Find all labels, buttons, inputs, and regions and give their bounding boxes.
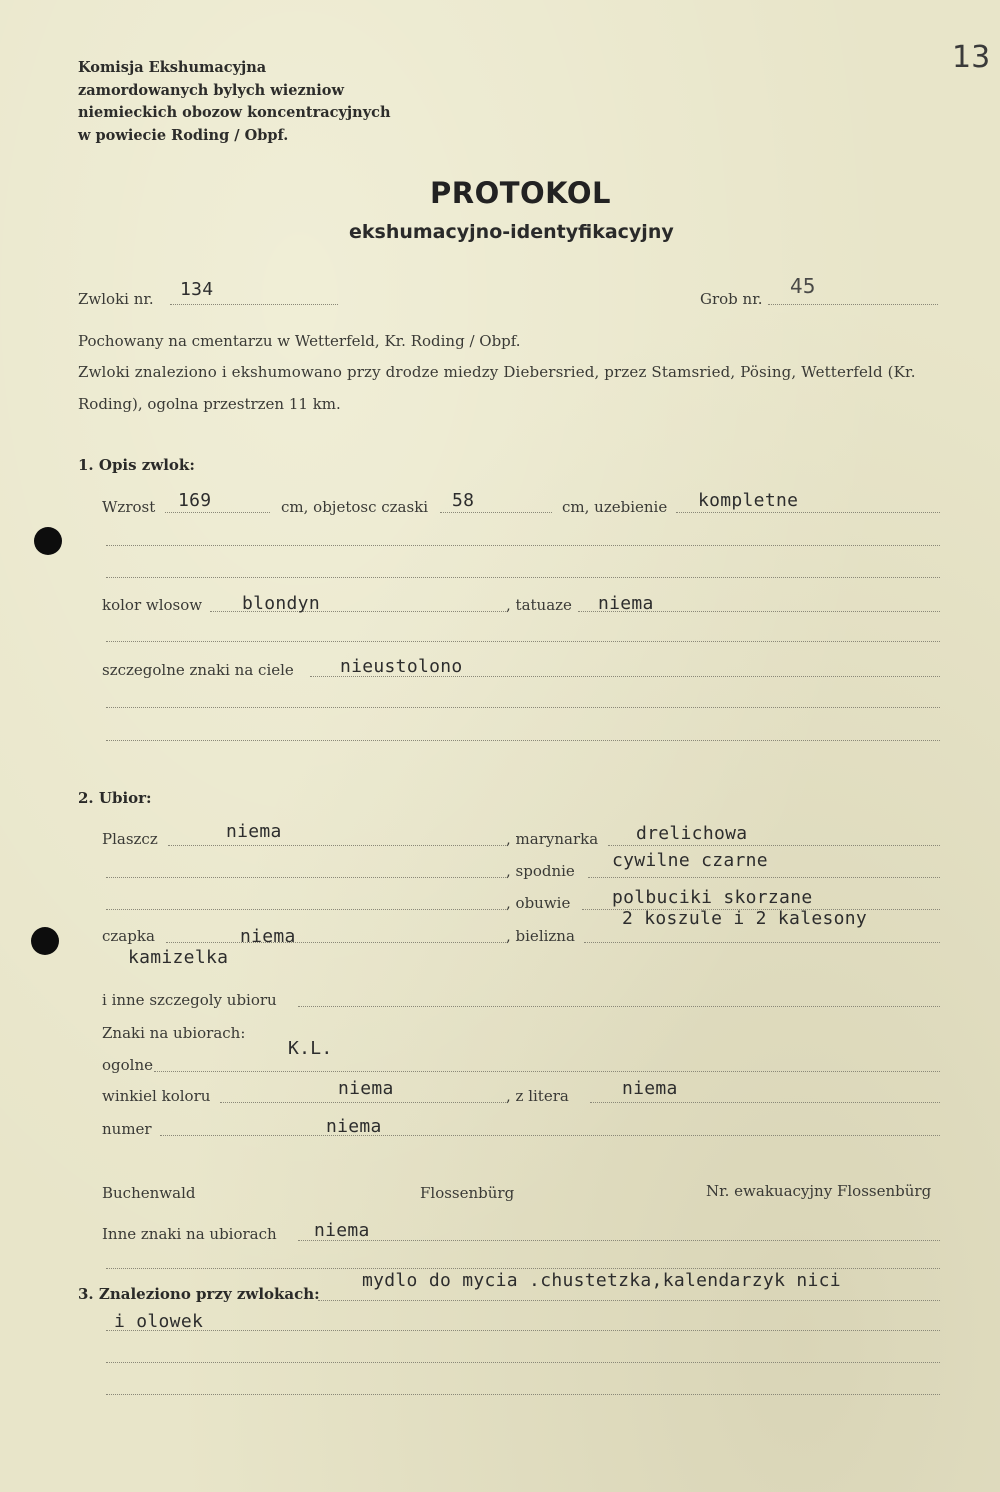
org-line-3: niemieckich obozow koncentracyjnych (78, 104, 391, 121)
tattoo-value: niema (598, 593, 654, 614)
org-line-1: Komisja Ekshumacyjna (78, 59, 267, 76)
skull-value: 58 (452, 490, 475, 511)
section-2-heading: 2. Ubior: (78, 789, 152, 807)
other-clothing-marks-label: Inne znaki na ubiorach (102, 1225, 277, 1243)
found-items-value-line-1: mydlo do mycia .chustetzka,kalendarzyk nici (362, 1270, 841, 1291)
other-clothing-details-line (298, 1006, 940, 1007)
blank-line (106, 877, 506, 878)
other-clothing-marks-value: niema (314, 1220, 370, 1241)
org-line-2: zamordowanych bylych wiezniow (78, 81, 344, 99)
shoes-label: , obuwie (506, 894, 571, 912)
triangle-color-value: niema (338, 1078, 394, 1099)
organization-header (78, 57, 391, 147)
coat-value: niema (226, 821, 282, 842)
trousers-label: , spodnie (506, 862, 575, 880)
body-marks-label: szczegolne znaki na ciele (102, 661, 294, 679)
grave-number-line (768, 304, 938, 305)
blank-line (106, 545, 940, 546)
section-1-heading: 1. Opis zwlok: (78, 456, 195, 474)
grave-number-value: 45 (790, 274, 816, 298)
number-label: numer (102, 1120, 152, 1138)
blank-line (106, 1268, 940, 1269)
org-line-4: w powiecie Roding / Obpf. (78, 126, 289, 144)
found-location-line-1: Zwloki znaleziono i ekshumowano przy drodze miedzy Diebersried, przez Stamsried, Pösing, Wetterfeld (Kr. (78, 363, 916, 381)
underwear-line (584, 942, 940, 943)
letter-value: niema (622, 1078, 678, 1099)
body-marks-value: nieustolono (340, 656, 463, 677)
trousers-value: cywilne czarne (612, 850, 768, 871)
hair-color-label: kolor wlosow (102, 596, 203, 614)
blank-line (106, 707, 940, 708)
document-title: PROTOKOL (430, 176, 611, 210)
jacket-label: , marynarka (506, 830, 599, 848)
blank-line (106, 1362, 940, 1363)
general-marks-line (154, 1071, 940, 1072)
burial-place: Pochowany na cmentarzu w Wetterfeld, Kr. Roding / Obpf. (78, 332, 521, 350)
camp-buchenwald: Buchenwald (102, 1184, 196, 1202)
letter-line (590, 1102, 940, 1103)
teeth-label: cm, uzebienie (562, 498, 668, 516)
number-line (160, 1135, 940, 1136)
blank-line (106, 641, 940, 642)
found-items-line-2 (106, 1330, 940, 1331)
skull-label: cm, objetosc czaski (281, 498, 429, 516)
remains-number-value: 134 (180, 279, 214, 300)
grave-number-label: Grob nr. (700, 290, 763, 308)
page-number: 13 (952, 40, 991, 75)
evacuation-number-label: Nr. ewakuacyjny Flossenbürg (706, 1182, 932, 1200)
triangle-color-line (220, 1102, 506, 1103)
cap-label: czapka (102, 927, 155, 945)
cap-line (166, 942, 506, 943)
teeth-line (676, 512, 940, 513)
punch-hole-bottom (31, 927, 59, 955)
section-3-heading: 3. Znaleziono przy zwlokach: (78, 1285, 320, 1303)
remains-number-label: Zwloki nr. (78, 290, 154, 308)
punch-hole-top (34, 527, 62, 555)
number-value: niema (326, 1116, 382, 1137)
blank-line (106, 740, 940, 741)
blank-line (106, 909, 506, 910)
skull-line (440, 512, 552, 513)
coat-line (168, 845, 506, 846)
letter-label: , z litera (506, 1087, 569, 1105)
triangle-color-label: winkiel koloru (102, 1087, 211, 1105)
jacket-value: drelichowa (636, 823, 748, 844)
height-label: Wzrost (102, 498, 156, 516)
remains-number-line (170, 304, 338, 305)
trousers-line (588, 877, 940, 878)
underwear-value: 2 koszule i 2 kalesony (622, 908, 868, 929)
cap-value: niema (240, 926, 296, 947)
tattoo-label: , tatuaze (506, 596, 572, 614)
blank-line (106, 577, 940, 578)
vest-value: kamizelka (128, 947, 229, 968)
other-clothing-details-label: i inne szczegoly ubioru (102, 991, 277, 1009)
document-subtitle: ekshumacyjno-identyfikacyjny (349, 221, 674, 243)
teeth-value: kompletne (698, 490, 799, 511)
blank-line (106, 1394, 940, 1395)
clothing-marks-label: Znaki na ubiorach: (102, 1024, 246, 1042)
found-location-line-2: Roding), ogolna przestrzen 11 km. (78, 395, 341, 413)
jacket-line (608, 845, 940, 846)
shoes-value: polbuciki skorzane (612, 887, 813, 908)
found-items-value-line-2: i olowek (114, 1311, 204, 1332)
height-line (165, 512, 270, 513)
hair-color-value: blondyn (242, 593, 320, 614)
camp-flossenburg: Flossenbürg (420, 1184, 515, 1202)
other-clothing-marks-line (298, 1240, 940, 1241)
underwear-label: , bielizna (506, 927, 575, 945)
coat-label: Plaszcz (102, 830, 158, 848)
general-marks-value: K.L. (288, 1038, 333, 1059)
general-marks-label: ogolne (102, 1056, 153, 1074)
height-value: 169 (178, 490, 212, 511)
found-items-line (318, 1300, 940, 1301)
